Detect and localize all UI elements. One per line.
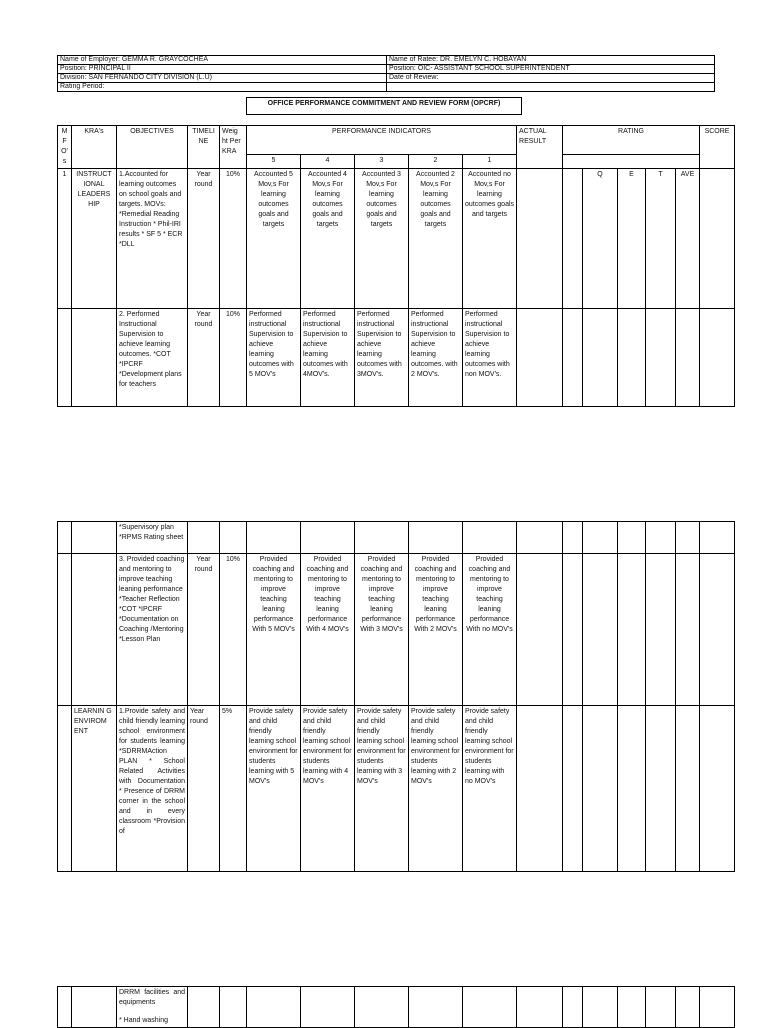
indicator-2: Performed instructional Supervision to achieve learning outcomes. with 2 MOV's. bbox=[409, 309, 463, 407]
rating-t-cell bbox=[646, 522, 676, 554]
rating-ave-cell bbox=[676, 309, 700, 407]
actual-result-cell bbox=[517, 554, 563, 706]
kra-cell bbox=[72, 987, 117, 1028]
mfo-number bbox=[58, 554, 72, 706]
rating-e-cell bbox=[618, 522, 646, 554]
table-row bbox=[58, 987, 735, 1028]
col-actual-result-header: ACTUAL RESULT bbox=[517, 126, 563, 169]
rating-q-cell bbox=[583, 522, 618, 554]
col-weight-header: Weig ht Per KRA bbox=[220, 126, 247, 169]
indicator-1 bbox=[463, 987, 517, 1028]
rating-blank-cell bbox=[563, 987, 583, 1028]
rating-ave-cell bbox=[676, 522, 700, 554]
col-rating-header: RATING bbox=[563, 126, 700, 155]
rating-e-cell bbox=[618, 706, 646, 872]
actual-result-cell bbox=[517, 309, 563, 407]
score-cell bbox=[700, 169, 735, 309]
indicator-4: Provided coaching and mentoring to improve teaching leaning performance With 4 MOV's bbox=[301, 554, 355, 706]
objective-text-continued: * Hand washing bbox=[119, 1017, 169, 1024]
rating-period: Rating Period: bbox=[58, 83, 387, 92]
indicator-1: Performed instructional Supervision to achieve learning outcomes with non MOV's. bbox=[463, 309, 517, 407]
indicator-4: Provide safety and child friendly learning school environment for students learning with 4 MOV's bbox=[301, 706, 355, 872]
objective-cell bbox=[117, 987, 188, 1028]
objective-cell: 3. Provided coaching and mentoring to improve teaching leaning performance *Teacher Reflection *COT *IPCRF *Documentation on Coaching /Mentoring *Lesson Plan bbox=[117, 554, 188, 706]
indicator-2: Provided coaching and mentoring to improve teaching leaning performance With 2 MOV's bbox=[409, 554, 463, 706]
mfo-number: 1 bbox=[58, 169, 72, 309]
indicator-5 bbox=[247, 522, 301, 554]
weight-cell: 10% bbox=[220, 169, 247, 309]
rating-ave-cell bbox=[676, 706, 700, 872]
ratee-position: Position: OIC- ASSISTANT SCHOOL SUPERINTENDENT bbox=[387, 65, 715, 74]
indicator-4 bbox=[301, 987, 355, 1028]
col-score-header: SCORE bbox=[700, 126, 735, 169]
weight-cell bbox=[220, 987, 247, 1028]
indicator-1: Provided coaching and mentoring to improve teaching leaning performance With no MOV's bbox=[463, 554, 517, 706]
col-mfos-header: M F O' s bbox=[58, 126, 72, 169]
indicator-3: Performed instructional Supervision to achieve learning outcomes with 3MOV's. bbox=[355, 309, 409, 407]
weight-cell: 10% bbox=[220, 309, 247, 407]
rating-subheader-blank bbox=[563, 155, 700, 169]
indicator-2: Accounted 2 Mov,s For learning outcomes goals and targets bbox=[409, 169, 463, 309]
rating-q-cell bbox=[583, 706, 618, 872]
rating-t-cell bbox=[646, 309, 676, 407]
kra-cell: LEARNIN G ENVIROM ENT bbox=[72, 706, 117, 872]
rating-e-header: E bbox=[618, 169, 646, 309]
indicator-3: Provided coaching and mentoring to improve teaching leaning performance With 3 MOV's bbox=[355, 554, 409, 706]
indicator-5: Accounted 5 Mov,s For learning outcomes goals and targets bbox=[247, 169, 301, 309]
rating-t-cell bbox=[646, 706, 676, 872]
rating-t-cell bbox=[646, 987, 676, 1028]
indicator-5: Performed instructional Supervision to achieve learning outcomes with 5 MOV's bbox=[247, 309, 301, 407]
indicator-2: Provide safety and child friendly learning school environment for students learning with 2 MOV's bbox=[409, 706, 463, 872]
indicator-3: Provide safety and child friendly learning school environment for students learning with 3 MOV's bbox=[355, 706, 409, 872]
col-kras-header: KRA's bbox=[72, 126, 117, 169]
actual-result-cell bbox=[517, 987, 563, 1028]
timeline-cell bbox=[188, 987, 220, 1028]
rating-q-header: Q bbox=[583, 169, 618, 309]
actual-result-cell bbox=[517, 706, 563, 872]
mfo-number bbox=[58, 309, 72, 407]
mfo-number bbox=[58, 987, 72, 1028]
actual-result-cell bbox=[517, 522, 563, 554]
rating-q-cell bbox=[583, 554, 618, 706]
division: Division: SAN FERNANDO CITY DIVISION (L.U) bbox=[58, 74, 387, 83]
rating-blank-cell bbox=[563, 169, 583, 309]
employee-info-table bbox=[57, 55, 715, 92]
actual-result-cell bbox=[517, 169, 563, 309]
kra-cell bbox=[72, 522, 117, 554]
indicator-5 bbox=[247, 987, 301, 1028]
col-performance-indicators-header: PERFORMANCE INDICATORS bbox=[247, 126, 517, 155]
rating-period-blank bbox=[387, 83, 715, 92]
mfo-number bbox=[58, 522, 72, 554]
indicator-5: Provide safety and child friendly learning school environment for students learning with 5 MOV's bbox=[247, 706, 301, 872]
weight-cell bbox=[220, 522, 247, 554]
level-5-header: 5 bbox=[247, 155, 301, 169]
col-objectives-header: OBJECTIVES bbox=[117, 126, 188, 169]
opcrf-table-page-2 bbox=[57, 521, 735, 872]
weight-cell: 10% bbox=[220, 554, 247, 706]
indicator-1: Provide safety and child friendly learning school environment for students learning with no MOV's bbox=[463, 706, 517, 872]
kra-cell bbox=[72, 309, 117, 407]
opcrf-table-page-3 bbox=[57, 986, 735, 1028]
date-of-review: Date of Review: bbox=[387, 74, 715, 83]
indicator-2 bbox=[409, 522, 463, 554]
indicator-3: Accounted 3 Mov,s For learning outcomes goals and targets bbox=[355, 169, 409, 309]
indicator-5: Provided coaching and mentoring to improve teaching leaning performance With 5 MOV's bbox=[247, 554, 301, 706]
indicator-4: Performed instructional Supervision to achieve learning outcomes with 4MOV's. bbox=[301, 309, 355, 407]
col-timeline-header: TIMELI NE bbox=[188, 126, 220, 169]
level-3-header: 3 bbox=[355, 155, 409, 169]
table-row bbox=[58, 309, 735, 407]
indicator-1: Accounted no Mov,s For learning outcomes goals and targets bbox=[463, 169, 517, 309]
rating-blank-cell bbox=[563, 706, 583, 872]
indicator-3 bbox=[355, 522, 409, 554]
table-row bbox=[58, 169, 735, 309]
score-cell bbox=[700, 706, 735, 872]
rating-ave-cell bbox=[676, 987, 700, 1028]
opcrf-table-page-1 bbox=[57, 125, 735, 407]
table-row bbox=[58, 706, 735, 872]
level-1-header: 1 bbox=[463, 155, 517, 169]
form-title: OFFICE PERFORMANCE COMMITMENT AND REVIEW FORM (OPCRF) bbox=[246, 97, 522, 115]
timeline-cell: Year round bbox=[188, 169, 220, 309]
rating-q-cell bbox=[583, 987, 618, 1028]
indicator-4 bbox=[301, 522, 355, 554]
kra-cell: INSTRUCT IONAL LEADERS HIP bbox=[72, 169, 117, 309]
table-row bbox=[58, 554, 735, 706]
rating-ave-header: AVE bbox=[676, 169, 700, 309]
employer-name: Name of Employer: GEMMA R. GRAYCOCHEA bbox=[58, 56, 387, 65]
indicator-3 bbox=[355, 987, 409, 1028]
weight-cell: 5% bbox=[220, 706, 247, 872]
score-cell bbox=[700, 309, 735, 407]
score-cell bbox=[700, 987, 735, 1028]
timeline-cell: Year round bbox=[188, 309, 220, 407]
employer-position: Position: PRINCIPAL II bbox=[58, 65, 387, 74]
kra-cell bbox=[72, 554, 117, 706]
rating-e-cell bbox=[618, 554, 646, 706]
rating-blank-cell bbox=[563, 309, 583, 407]
score-cell bbox=[700, 522, 735, 554]
timeline-cell: Year round bbox=[188, 706, 220, 872]
objective-cell: 1.Provide safety and child friendly learning school environment for students learning *SDRRMAction PLAN * School Related Activities with Documentation * Presence of DRRM corner in the school and in every classroom *Provision of bbox=[117, 706, 188, 872]
rating-blank-cell bbox=[563, 522, 583, 554]
timeline-cell bbox=[188, 522, 220, 554]
objective-text: DRRM facilities and equipments bbox=[119, 989, 185, 1006]
rating-t-cell bbox=[646, 554, 676, 706]
rating-ave-cell bbox=[676, 554, 700, 706]
objective-cell: 2. Performed Instructional Supervision to achieve learning outcomes. *COT *IPCRF *Development plans for teachers bbox=[117, 309, 188, 407]
rating-blank-cell bbox=[563, 554, 583, 706]
timeline-cell: Year round bbox=[188, 554, 220, 706]
objective-cell: *Supervisory plan *RPMS Rating sheet bbox=[117, 522, 188, 554]
rating-e-cell bbox=[618, 309, 646, 407]
table-row bbox=[58, 522, 735, 554]
indicator-2 bbox=[409, 987, 463, 1028]
mfo-number bbox=[58, 706, 72, 872]
rating-q-cell bbox=[583, 309, 618, 407]
level-2-header: 2 bbox=[409, 155, 463, 169]
rating-e-cell bbox=[618, 987, 646, 1028]
score-cell bbox=[700, 554, 735, 706]
indicator-4: Accounted 4 Mov,s For learning outcomes goals and targets bbox=[301, 169, 355, 309]
indicator-1 bbox=[463, 522, 517, 554]
rating-t-header: T bbox=[646, 169, 676, 309]
level-4-header: 4 bbox=[301, 155, 355, 169]
objective-cell: 1.Accounted for learning outcomes on school goals and targets. MOVs: *Remedial Reading Instruction * Phil-IRI results * SF 5 * ECR *DLL bbox=[117, 169, 188, 309]
ratee-name: Name of Ratee: DR. EMELYN C. HOBAYAN bbox=[387, 56, 715, 65]
